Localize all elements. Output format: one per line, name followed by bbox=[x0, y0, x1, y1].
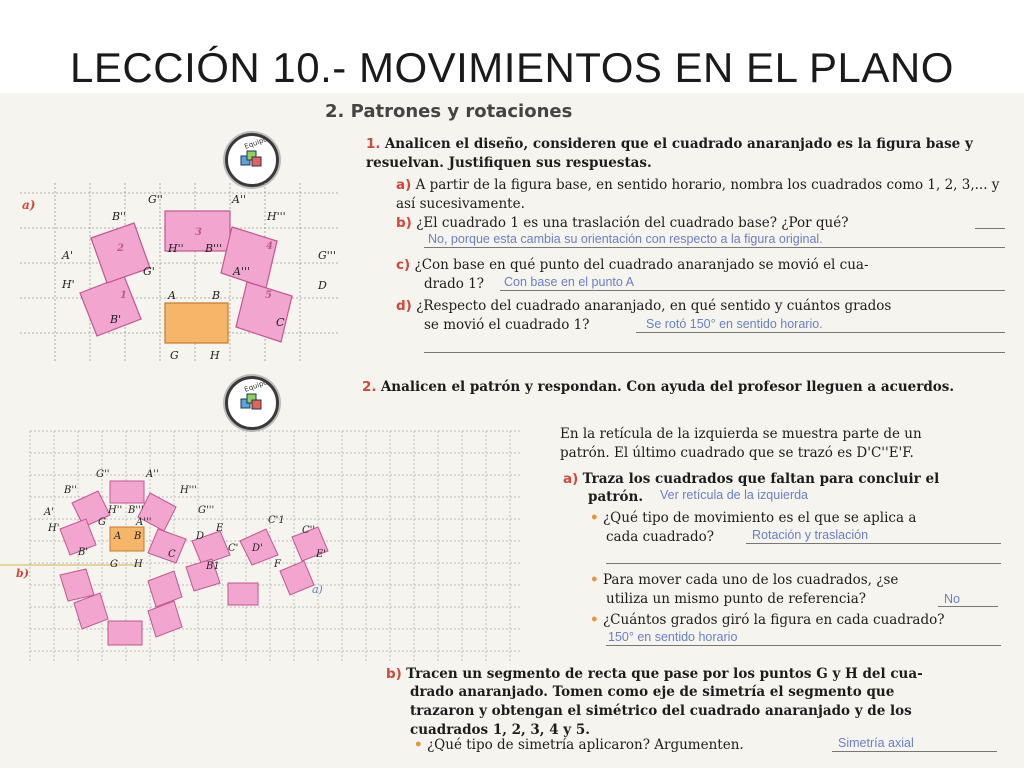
pattern-square bbox=[148, 529, 186, 563]
square-2-label: 2 bbox=[117, 243, 124, 254]
q2-text: Analicen el patrón y respondan. Con ayuda del profesor lleguen a acuerdos. bbox=[380, 379, 955, 395]
q1b bbox=[396, 214, 1008, 233]
q2a-b1-text1: ¿Qué tipo de movimiento es el que se aplica a bbox=[602, 510, 917, 526]
point-label: D' bbox=[252, 543, 263, 554]
q2a-text1: Traza los cuadrados que faltan para concluir el bbox=[582, 471, 940, 487]
point-label: B' bbox=[78, 547, 89, 558]
point-label: B' bbox=[110, 313, 122, 326]
q2-intro-line1: En la retícula de la izquierda se muestra parte de un bbox=[560, 426, 922, 442]
point-label: H'' bbox=[168, 242, 184, 255]
q1d bbox=[396, 297, 1008, 316]
point-label: G bbox=[170, 349, 179, 362]
point-label: A bbox=[168, 289, 176, 302]
point-label: H'' bbox=[108, 505, 123, 516]
point-label: H bbox=[210, 349, 220, 362]
point-label: B''' bbox=[205, 242, 223, 255]
q2a-bullet1 bbox=[590, 509, 1010, 528]
q2a-b1-answer[interactable]: Rotación y traslación bbox=[752, 528, 869, 542]
point-label: G'' bbox=[96, 469, 110, 480]
q2b-letter: b) bbox=[386, 666, 402, 682]
figure-a-diagram bbox=[0, 183, 345, 363]
point-label: G' bbox=[143, 265, 155, 278]
point-label: H' bbox=[48, 523, 60, 534]
q1a-letter: a) bbox=[396, 177, 412, 193]
q1c bbox=[396, 256, 1008, 275]
figure-b-label-a: a) bbox=[312, 583, 323, 596]
pattern-square bbox=[60, 569, 94, 601]
q1-text: Analicen el diseño, consideren que el cuadrado anaranjado es la figura base y resuelvan. Justifiquen sus respuestas. bbox=[366, 136, 973, 171]
q1b-line bbox=[975, 228, 1005, 229]
q2b-text1: Tracen un segmento de recta que pase por los puntos G y H del cua- bbox=[406, 666, 923, 682]
point-label: G bbox=[98, 517, 106, 528]
point-label: B'' bbox=[112, 210, 127, 223]
q2-number: 2. bbox=[362, 379, 377, 395]
q2a-b1-line2: cada cuadrado? bbox=[606, 529, 715, 545]
q2a-answer[interactable]: Ver retícula de la izquierda bbox=[660, 488, 809, 502]
pattern-square bbox=[148, 571, 182, 607]
q2b-text2: drado anaranjado. Tomen como eje de simetría el segmento que bbox=[410, 684, 895, 700]
point-label: C bbox=[168, 549, 176, 560]
point-label: F bbox=[274, 559, 281, 570]
q1d-extra-line bbox=[424, 352, 1005, 353]
q1-header bbox=[366, 135, 1011, 173]
point-label: C'' bbox=[302, 525, 316, 536]
q2b-lines bbox=[410, 683, 1010, 740]
point-label: E' bbox=[316, 549, 327, 560]
point-label: B bbox=[134, 531, 142, 542]
q1-number: 1. bbox=[366, 136, 381, 152]
figure-b-label-b: b) bbox=[16, 567, 29, 580]
point-label: H''' bbox=[180, 485, 197, 496]
point-label: B bbox=[212, 289, 221, 302]
team-badge-2-label: Equipo bbox=[243, 378, 269, 394]
dice-icon bbox=[240, 393, 262, 411]
point-label: D bbox=[196, 531, 205, 542]
bullet-icon: • bbox=[590, 612, 599, 628]
bullet-icon: • bbox=[590, 572, 599, 588]
q1a-text: A partir de la figura base, en sentido horario, nombra los cuadrados como 1, 2, 3,... y así sucesivamente. bbox=[396, 177, 1000, 212]
q1c-line2: drado 1? bbox=[424, 276, 485, 292]
q2a-b3-line bbox=[606, 645, 1001, 646]
q1d-line2: se movió el cuadrado 1? bbox=[424, 317, 590, 333]
textbook-page bbox=[0, 93, 1024, 768]
bullet-icon: • bbox=[414, 737, 423, 753]
point-label: G bbox=[110, 559, 118, 570]
figure-b-diagram bbox=[16, 431, 520, 661]
q1c-answer-line bbox=[500, 290, 1005, 291]
q1b-text: ¿El cuadrado 1 es una traslación del cuadrado base? ¿Por qué? bbox=[416, 215, 849, 231]
figure-b-grid bbox=[30, 431, 520, 661]
q2b-bullet bbox=[414, 736, 834, 755]
square-1 bbox=[80, 276, 141, 336]
q1d-answer[interactable]: Se rotó 150° en sentido horario. bbox=[646, 317, 823, 331]
q1b-answer-line bbox=[424, 247, 1005, 248]
q2b-text4: cuadrados 1, 2, 3, 4 y 5. bbox=[410, 722, 590, 738]
point-label: A''' bbox=[233, 265, 251, 278]
q2a-b1-extra-line bbox=[606, 563, 1001, 564]
q2a-b3-answer[interactable]: 150° en sentido horario bbox=[608, 630, 738, 644]
point-label: A' bbox=[62, 249, 73, 262]
q2a-b2-text1: Para mover cada uno de los cuadrados, ¿se bbox=[602, 572, 899, 588]
square-1-label: 1 bbox=[120, 290, 127, 301]
square-4 bbox=[221, 227, 277, 288]
q2-intro-line2: patrón. El último cuadrado que se trazó es D'C''E'F. bbox=[560, 445, 914, 461]
q2-header bbox=[362, 378, 1007, 397]
base-square bbox=[165, 303, 228, 343]
q2b bbox=[386, 665, 1011, 684]
q1c-text1: ¿Con base en qué punto del cuadrado anaranjado se movió el cua- bbox=[414, 257, 869, 273]
slide-title: LECCIÓN 10.- MOVIMIENTOS EN EL PLANO bbox=[70, 44, 954, 91]
dice-icon bbox=[240, 150, 262, 168]
q2a-b1-line bbox=[746, 543, 1001, 544]
section-title bbox=[325, 101, 572, 122]
q2a-letter: a) bbox=[563, 471, 579, 487]
square-3-label: 3 bbox=[195, 227, 202, 238]
square-5-label: 5 bbox=[265, 290, 272, 301]
section-title-text: Patrones y rotaciones bbox=[350, 101, 573, 122]
q2a-bullet3 bbox=[590, 611, 1010, 630]
point-label: A' bbox=[44, 507, 54, 518]
q2a-b2-line bbox=[938, 606, 998, 607]
q1c-letter: c) bbox=[396, 257, 411, 273]
team-badge-1-label: Equipo bbox=[243, 135, 269, 151]
point-label: C' bbox=[228, 543, 239, 554]
q2a bbox=[563, 470, 1008, 489]
q1d-answer-line bbox=[636, 332, 1005, 333]
q1d-letter: d) bbox=[396, 298, 412, 314]
q2b-bullet-text: ¿Qué tipo de simetría aplicaron? Argumenten. bbox=[426, 737, 744, 753]
q1d-text1: ¿Respecto del cuadrado anaranjado, en qué sentido y cuántos grados bbox=[416, 298, 892, 314]
point-label: E bbox=[216, 523, 224, 534]
q2-intro bbox=[560, 425, 1010, 463]
q2b-text3: trazaron y obtengan el simétrico del cuadrado anaranjado y de los bbox=[410, 703, 912, 719]
q2a-b2-answer[interactable]: No bbox=[944, 592, 960, 606]
figure-a-label: a) bbox=[22, 198, 36, 212]
q2a-line2: patrón. bbox=[588, 489, 644, 505]
pattern-square bbox=[110, 481, 144, 503]
point-label: B1 bbox=[206, 561, 220, 572]
q2b-bullet-answer[interactable]: Simetría axial bbox=[838, 736, 914, 750]
section-number: 2. bbox=[325, 101, 345, 122]
q2b-bullet-line bbox=[832, 751, 997, 752]
point-label: C bbox=[276, 316, 285, 329]
point-label: A bbox=[114, 531, 122, 542]
point-label: A'' bbox=[232, 193, 246, 206]
q2a-b2-line2: utiliza un mismo punto de referencia? bbox=[606, 591, 867, 607]
point-label: B''' bbox=[128, 505, 144, 516]
point-label: H' bbox=[62, 278, 75, 291]
pattern-square bbox=[228, 583, 258, 605]
point-label: D bbox=[318, 279, 327, 292]
q2a-bullet2 bbox=[590, 571, 1010, 590]
point-label: G''' bbox=[318, 249, 336, 262]
point-label: C'1 bbox=[268, 515, 285, 526]
square-4-label: 4 bbox=[266, 241, 273, 252]
point-label: H bbox=[134, 559, 143, 570]
pattern-square bbox=[108, 621, 142, 645]
pattern-square bbox=[280, 561, 314, 595]
q1b-answer[interactable]: No, porque esta cambia su orientación con respecto a la figura original. bbox=[428, 232, 823, 246]
point-label: A'' bbox=[146, 469, 159, 480]
point-label: H''' bbox=[267, 210, 286, 223]
point-label: A''' bbox=[136, 517, 152, 528]
q1b-letter: b) bbox=[396, 215, 412, 231]
bullet-icon: • bbox=[590, 510, 599, 526]
q2a-b3-text: ¿Cuántos grados giró la figura en cada cuadrado? bbox=[602, 612, 945, 628]
point-label: B'' bbox=[64, 485, 77, 496]
q1a bbox=[396, 176, 1008, 214]
pattern-square bbox=[148, 601, 182, 637]
q1c-answer[interactable]: Con base en el punto A bbox=[504, 275, 634, 289]
point-label: G'' bbox=[148, 193, 163, 206]
point-label: G''' bbox=[198, 505, 215, 516]
